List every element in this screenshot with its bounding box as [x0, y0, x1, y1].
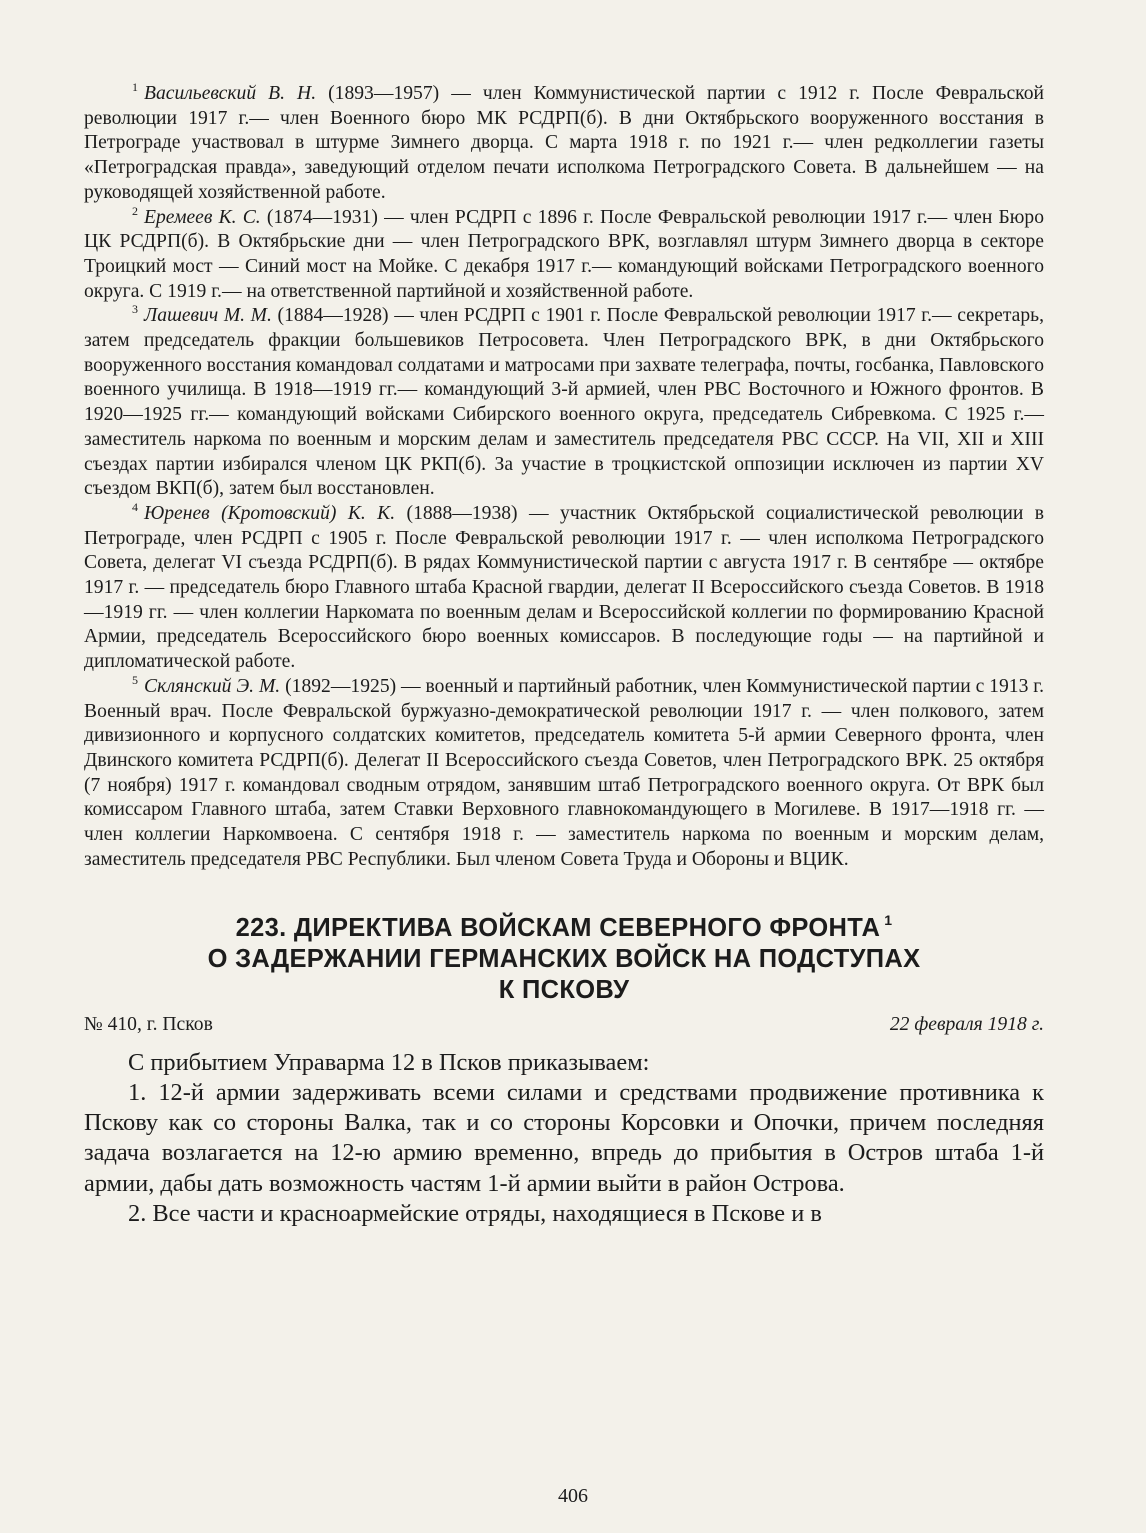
footnote-person-name: Васильевский В. Н.: [144, 83, 317, 104]
footnote-3: [84, 304, 1044, 502]
footnote-person-name: Еремеев К. С.: [144, 206, 261, 228]
footnote-text: (1893—1957) — член Коммунистической партии с 1912 г. После Февральской революции 1917 г.— член Военного бюро МК РСДРП(б). В дни Октябрьского вооруженного восстания в Петрограде участвовал в штурме Зимнего дворца. С марта 1918 г. по 1921 г.— член редколлегии газеты «Петроградская правда», заведующий отделом печати исполкома Петроградского Совета. В дальнейшем — на руководящей хозяйственной работе.: [84, 83, 1044, 203]
footnote-text: (1892—1925) — военный и партийный работник, член Коммунистической партии с 1913 г. Военный врач. После Февральской буржуазно-демократической революции 1917 г. — член полкового, затем дивизионного и корпусного солдатских комитетов, председатель комитета 5-й армии Северного фронта, член Двинского комитета РСДРП(б). Делегат II Всероссийского съезда Советов, член Петроградского ВРК. 25 октября (7 ноября) 1917 г. командовал сводным отрядом, занявшим штаб Петроградского военного округа. От ВРК был комиссаром Главного штаба, затем Ставки Верховного главнокомандующего в Могилеве. В 1917—1918 гг. — член коллегии Наркомвоена. С сентября 1918 г. — заместитель наркома по военным и морским делам, заместитель председателя РВС Республики. Был членом Совета Труда и Обороны и ВЦИК.: [84, 675, 1044, 870]
footnote-marker: 1: [132, 80, 138, 94]
footnote-marker: 3: [132, 302, 138, 317]
document-meta: [84, 1012, 1044, 1038]
footnote-marker: 4: [132, 499, 138, 514]
title-footnote-marker: 1: [884, 911, 893, 928]
page-content: [84, 82, 1044, 1229]
document-body: [84, 1048, 1044, 1230]
footnote-1: [84, 82, 1044, 206]
footnote-text: (1874—1931) — член РСДРП с 1896 г. После Февральской революции 1917 г.— член Бюро ЦК РСДРП(б). В Октябрьские дни — член Петроградского ВРК, возглавлял штурм Зимнего дворца в секторе Троицкий мост — Синий мост на Мойке. С декабря 1917 г.— командующий войсками Петроградского военного округа. С 1919 г.— на ответственной партийной и хозяйственной работе.: [84, 206, 1044, 302]
document-number-place: № 410, г. Псков: [84, 1013, 213, 1035]
title-line-2: О ЗАДЕРЖАНИИ ГЕРМАНСКИХ ВОЙСК НА ПОДСТУПАХ: [207, 944, 921, 973]
footnote-marker: 2: [132, 203, 138, 218]
body-paragraph: 1. 12-й армии задерживать всеми силами и средствами продвижение противника к Пскову как со стороны Валка, так и со стороны Корсовки и Опочки, причем последняя задача возлагается на 12-ю армию временно, впредь до прибытия в Остров штаба 1-й армии, дабы дать возможность частям 1-й армии выйти в район Острова.: [84, 1078, 1044, 1197]
footnote-4: [84, 499, 1044, 675]
body-paragraph: С прибытием Управарма 12 в Псков приказываем:: [128, 1048, 650, 1076]
footnote-text: (1884—1928) — член РСДРП с 1901 г. После Февральской революции 1917 г.— секретарь, затем председатель фракции большевиков Петросовета. Член Петроградского ВРК, в дни Октябрьского вооруженного восстания командовал солдатами и матросами при захвате телеграфа, почты, госбанка, Павловского военного училища. В 1918—1919 гг.— командующий 3-й армией, член РВС Восточного и Южного фронтов. В 1920—1925 гг.— командующий войсками Сибирского военного округа, председатель Сибревкома. С 1925 г.— заместитель наркома по военным и морским делам и заместитель председателя РВС СССР. На VII, XII и XIII съездах партии избирался членом ЦК РКП(б). За участие в троцкистской оппозиции исключен из партии XV съездом ВКП(б), затем был восстановлен.: [84, 305, 1044, 500]
footnotes: [84, 82, 1044, 873]
body-paragraph: 2. Все части и красноармейские отряды, находящиеся в Пскове и в: [128, 1199, 822, 1227]
footnote-5: [84, 672, 1044, 873]
document-title: [84, 913, 1044, 1006]
page-number: 406: [558, 1485, 588, 1507]
footnote-marker: 5: [132, 672, 138, 687]
title-line-1: [84, 913, 1044, 944]
footnote-text: (1888—1938) — участник Октябрьской социалистической революции в Петрограде, член РСДРП с 1905 г. После Февральской революции 1917 г. — член исполкома Петроградского Совета, делегат VI съезда РСДРП(б). В рядах Коммунистической партии с августа 1917 г. В сентябре — октябре 1917 г. — председатель бюро Главного штаба Красной гвардии, делегат II Всероссийского съезда Советов. В 1918—1919 гг. — член коллегии Наркомата по военным делам и Всероссийской коллегии по формированию Красной Армии, председатель Всероссийского бюро военных комиссаров. В последующие годы — на партийной и дипломатической работе.: [84, 502, 1044, 673]
document-date: 22 февраля 1918 г.: [889, 1013, 1044, 1035]
footnote-2: [84, 203, 1044, 305]
footnote-person-name: Лашевич М. М.: [144, 305, 272, 327]
title-line-3: К ПСКОВУ: [498, 975, 630, 1004]
footnote-person-name: Склянский Э. М.: [144, 675, 281, 697]
footnote-person-name: Юренев (Кротовский) К. К.: [144, 502, 396, 524]
title-line-1-text: 223. ДИРЕКТИВА ВОЙСКАМ СЕВЕРНОГО ФРОНТА: [235, 913, 881, 942]
